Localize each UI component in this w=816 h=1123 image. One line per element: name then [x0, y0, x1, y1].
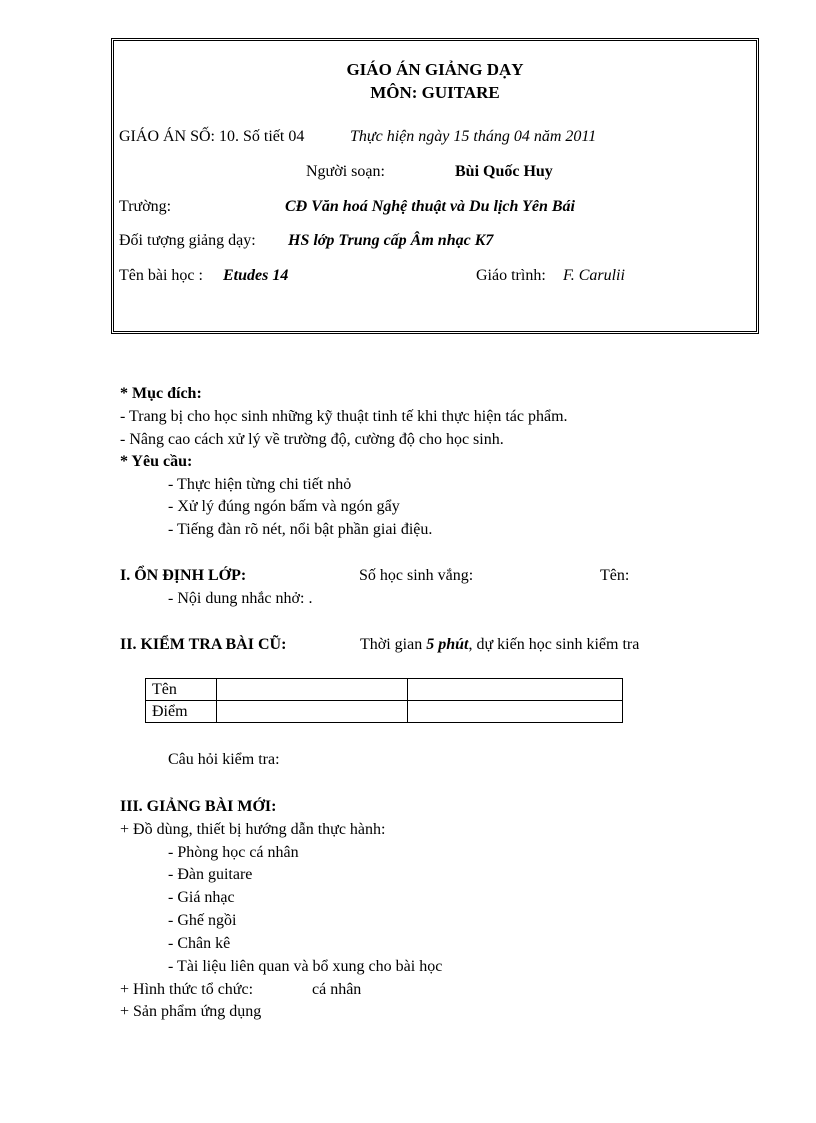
score-table	[145, 678, 623, 723]
table-cell: Điểm	[146, 701, 217, 723]
table-cell	[408, 701, 623, 723]
textbook-label: Giáo trình:	[476, 267, 546, 284]
document-title: GIÁO ÁN GIẢNG DẠY	[346, 60, 524, 79]
author-label: Người soạn:	[306, 163, 385, 180]
time-prefix: Thời gian	[360, 636, 423, 653]
table-cell	[217, 701, 408, 723]
section3-heading: III. GIẢNG BÀI MỚI:	[120, 798, 277, 815]
objective-item: - Nâng cao cách xử lý về trường độ, cường độ cho học sinh.	[120, 431, 504, 448]
subject-title: MÔN: GUITARE	[370, 83, 500, 102]
equipment-item: - Đàn guitare	[168, 866, 253, 883]
school-label: Trường:	[119, 198, 172, 215]
audience-label: Đối tượng giảng dạy:	[119, 232, 256, 249]
requirement-item: - Xử lý đúng ngón bấm và ngón gẩy	[168, 498, 400, 515]
question-label: Câu hỏi kiểm tra:	[168, 751, 280, 768]
equipment-item: - Chân kê	[168, 935, 231, 952]
school-name: CĐ Văn hoá Nghệ thuật và Du lịch Yên Bái	[285, 198, 575, 215]
time-line	[360, 636, 639, 654]
requirement-item: - Tiếng đàn rõ nét, nổi bật phần giai điệu.	[168, 521, 433, 538]
absent-label: Số học sinh vắng:	[359, 567, 474, 584]
equipment-item: - Giá nhạc	[168, 889, 235, 906]
textbook-value: F. Carulii	[563, 267, 625, 284]
equipment-item: - Phòng học cá nhân	[168, 844, 299, 861]
lesson-label: Tên bài học :	[119, 267, 203, 284]
section1-heading: I. ỔN ĐỊNH LỚP:	[120, 567, 247, 584]
requirement-item: - Thực hiện từng chi tiết nhỏ	[168, 476, 352, 493]
table-cell	[408, 679, 623, 701]
plan-date: Thực hiện ngày 15 tháng 04 năm 2011	[350, 128, 597, 145]
product-label: + Sản phẩm ứng dụng	[120, 1003, 262, 1020]
equipment-item: - Tài liệu liên quan và bổ xung cho bài học	[168, 958, 443, 975]
section2-heading: II. KIỂM TRA BÀI CŨ:	[120, 636, 287, 653]
equipment-item: - Ghế ngồi	[168, 912, 237, 929]
author-name: Bùi Quốc Huy	[455, 163, 553, 180]
objective-item: - Trang bị cho học sinh những kỹ thuật tinh tế khi thực hiện tác phẩm.	[120, 408, 568, 425]
table-row	[146, 679, 623, 701]
plan-number: GIÁO ÁN SỐ: 10. Số tiết 04	[119, 128, 305, 145]
format-label: + Hình thức tổ chức:	[120, 981, 254, 998]
time-suffix: , dự kiến học sinh kiểm tra	[468, 636, 640, 653]
name-label: Tên:	[600, 567, 630, 584]
objectives-heading: * Mục đích:	[120, 385, 202, 402]
table-row	[146, 701, 623, 723]
audience-value: HS lớp Trung cấp Âm nhạc K7	[288, 232, 494, 249]
format-value: cá nhân	[312, 981, 362, 998]
time-value: 5 phút	[426, 636, 469, 653]
requirements-heading: * Yêu cầu:	[120, 453, 193, 470]
table-cell: Tên	[146, 679, 217, 701]
reminder-text: - Nội dung nhắc nhở: .	[168, 590, 313, 607]
table-cell	[217, 679, 408, 701]
lesson-value: Etudes 14	[223, 267, 289, 284]
equipment-label: + Đồ dùng, thiết bị hướng dẫn thực hành:	[120, 821, 386, 838]
